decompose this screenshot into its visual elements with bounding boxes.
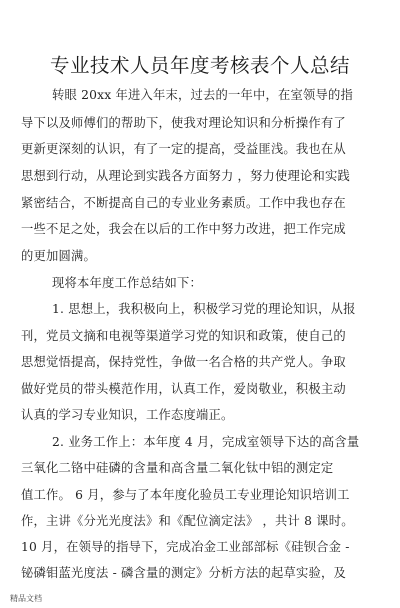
text-line: 刊，党员文摘和电视等渠道学习党的知识和政策，使自己的 [21, 329, 346, 343]
text-line: 现将本年度工作总结如下： [52, 276, 202, 290]
text-line: 更新更深刻的认识，有了一定的提高，受益匪浅。我也在从 [21, 142, 346, 156]
document-title: 专业技术人员年度考核表个人总结 [49, 54, 350, 77]
text-line: 10 月，在领导的指导下，完成冶金工业部部标《硅钡合金 - [21, 540, 350, 554]
footer-label: 精品文档 [10, 594, 42, 603]
text-line: 作，主讲《分光光度法》和《配位滴定法》 ，共计 8 课时。 [21, 514, 354, 528]
text-line: 紧密结合，不断提高自己的专业业务素质。工作中我也存在 [21, 196, 346, 210]
text-line: 值工作。 6 月，参与了本年度化验员工专业理论知识培训工 [21, 488, 350, 502]
text-line: 铋磷钼蓝光度法 - 磷含量的测定》分析方法的起草实验，及 [21, 566, 346, 580]
text-line: 思想到行动，从理论到实践各方面努力 ，努力使理论和实践 [21, 169, 351, 183]
text-line: 认真的学习专业知识，工作态度端正。 [21, 408, 234, 422]
text-line: 1. 思想上，我积极向上，积极学习党的理论知识，从报 [52, 302, 356, 316]
text-line: 做好党员的带头模范作用，认真工作，爱岗敬业，积极主动 [21, 382, 346, 396]
text-line: 一些不足之处，我会在以后的工作中努力改进，把工作完成 [21, 222, 346, 236]
text-line: 三氧化二铬中硅磷的含量和高含量二氧化钛中铝的测定定 [21, 461, 334, 475]
text-line: 的更加圆满。 [21, 249, 96, 263]
text-line: 思想觉悟提高，保持党性，争做一名合格的共产党人。争取 [21, 355, 346, 369]
text-line: 2. 业务工作上：本年度 4 月，完成室领导下达的高含量 [52, 435, 360, 449]
text-line: 转眼 20xx 年进入年末，过去的一年中，在室领导的指 [52, 88, 353, 102]
text-line: 导下以及师傅们的帮助下，使我对理论知识和分析操作有了 [21, 116, 346, 130]
